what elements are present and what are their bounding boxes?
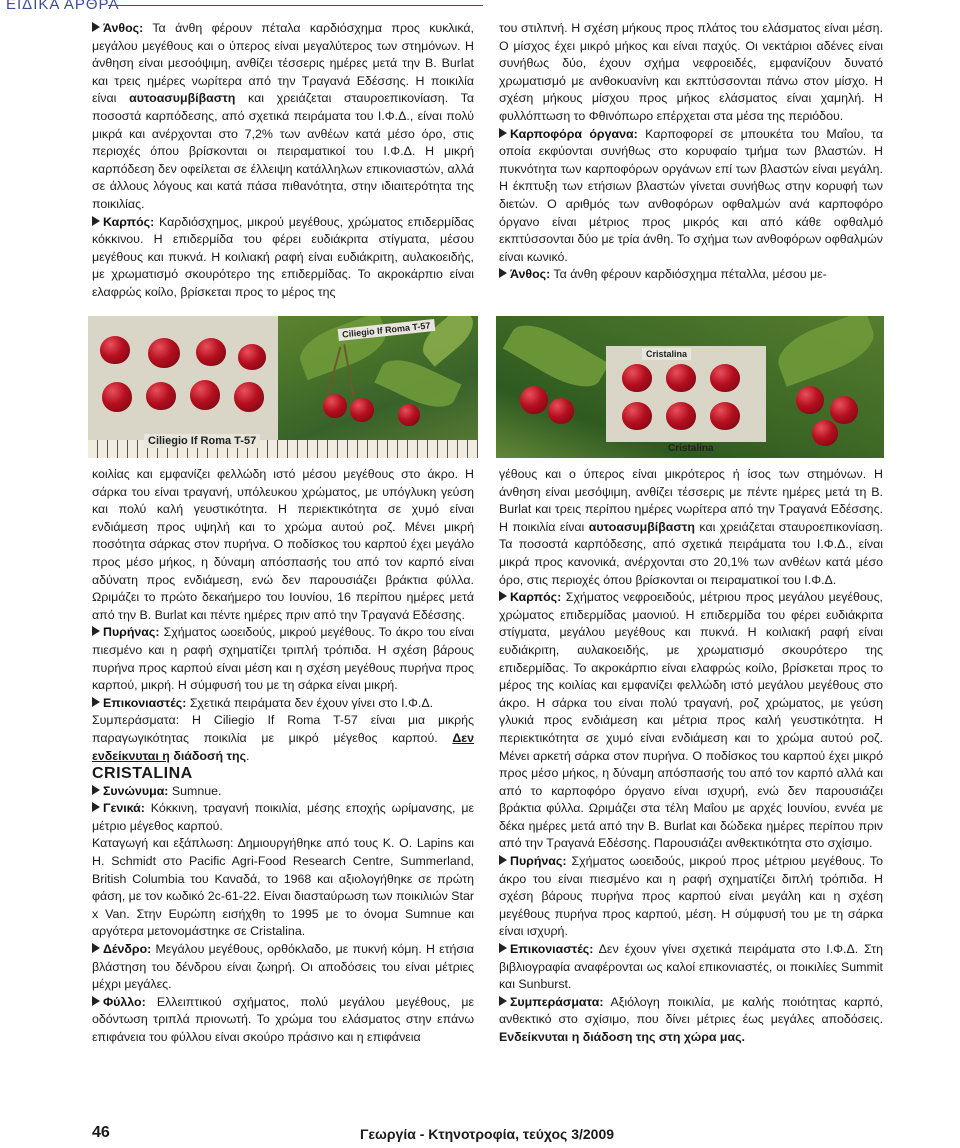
leaf-shape xyxy=(771,316,880,387)
text: Κόκκινη, τραγανή ποικιλία, μέσης εποχής ωρίμανσης, με μέτριο μέγεθος καρπού. xyxy=(92,801,474,833)
paragraph-pollinators xyxy=(499,941,883,994)
cherry-shape xyxy=(146,382,176,410)
text: Μεγάλου μεγέθους, ορθόκλαδο, με πυκνή κόμη. Η ετήσια βλάστηση του δένδρου είναι ζωηρή. Οι αποδόσεις του είναι μέτριες μέχρι μεγάλες. xyxy=(92,942,474,992)
leaf-shape xyxy=(374,351,461,417)
paragraph-fruit xyxy=(92,214,474,302)
cherry-shape xyxy=(398,404,420,426)
cherry-shape xyxy=(234,382,264,412)
cherry-shape xyxy=(102,382,132,412)
text: και χρειάζεται σταυροεπικονίαση. Τα ποσοστά καρπόδεσης, από σχετικά πειράματα του Ι.Φ.Δ., είναι μικρά προς κανονικά, ανέρχονται στο 20,1% των ανθέων κατά μέσο όρο, στις περιοχές όπου βρίσκονται οι πειραματικοί του Ι.Φ.Δ. xyxy=(499,519,883,587)
photo-caption: Cristalina xyxy=(668,443,714,454)
paragraph-conclusions xyxy=(499,994,883,1047)
paragraph-leaf-cont xyxy=(499,20,883,126)
header-rule xyxy=(108,5,483,6)
paragraph-stone xyxy=(499,853,883,941)
cherry-shape xyxy=(100,336,130,364)
label-flower: Άνθος: xyxy=(510,267,551,282)
label-conclusions: Συμπεράσματα: xyxy=(510,994,604,1009)
paragraph-flower xyxy=(499,266,883,284)
bullet-triangle-icon xyxy=(499,996,507,1006)
bullet-triangle-icon xyxy=(499,855,507,865)
paragraph-leaf xyxy=(92,994,474,1047)
text: Συμπεράσματα: Η Ciliegio If Roma T-57 είναι μια μικρής παραγωγικότητας ποικιλία με μικρό μέγεθος καρπού. xyxy=(92,713,474,745)
bold-text: Ενδείκνυται η διάδοση της στη χώρα μας. xyxy=(499,1030,745,1044)
left-bottom-column xyxy=(92,466,474,1047)
bullet-triangle-icon xyxy=(499,591,507,601)
bullet-triangle-icon xyxy=(499,943,507,953)
label-fruiting-organs: Καρποφόρα όργανα: xyxy=(510,126,638,141)
right-bottom-column xyxy=(499,466,883,1047)
cherry-shape xyxy=(666,402,696,430)
left-top-column xyxy=(92,20,474,302)
leaf-shape xyxy=(503,316,610,398)
label-pollinators: Επικονιαστές: xyxy=(510,942,594,957)
text: Ελλειπτικού σχήματος, πολύ μεγάλου μεγέθους, με οδόντωση τριπλά πριονωτή. Το χρώμα του ελάσματος στην επάνω επιφάνεια του φύλλου είναι σκούρο πράσινο και η επιφάνεια xyxy=(92,994,474,1044)
label-stone: Πυρήνας: xyxy=(103,625,160,640)
cherry-shape xyxy=(796,386,824,414)
photo-caption: Ciliegio If Roma T-57 xyxy=(144,434,260,448)
bold-underlined-text: Δεν ενδείκνυται η xyxy=(92,730,474,763)
text: γέθους και ο ύπερος είναι μικρότερος ή ίσος των στημόνων. Η άνθηση είναι μεσόψιμη, ανθίζει τέσσερις με πέντε ημέρες μετά τη Β. Burlat και τρεις περίπου ημέρες νωρίτερα από την Τραγανά Εδέσσης. Η ποικιλία είναι xyxy=(499,467,883,534)
cherry-shape xyxy=(520,386,548,414)
text: Αξιόλογη ποικιλία, με καλής ποιότητας καρπό, ανθεκτικό στο σχίσιμο, που δίνει μέτριες έως μεγάλες αποδόσεις. xyxy=(499,994,883,1027)
bullet-triangle-icon xyxy=(499,128,507,138)
label-synonyms: Συνώνυμα: xyxy=(103,783,169,798)
paragraph-general xyxy=(92,800,474,835)
cherry-shape xyxy=(812,420,838,446)
publication-title: Γεωργία - Κτηνοτροφία, τεύχος 3/2009 xyxy=(360,1126,615,1142)
variety-heading: CRISTALINA xyxy=(92,765,193,783)
paragraph-origin xyxy=(92,835,474,941)
cherry-shape xyxy=(196,338,226,366)
label-fruit: Καρπός: xyxy=(510,590,562,605)
text: Σχετικά πειράματα δεν έχουν γίνει στο Ι.Φ.Δ. xyxy=(186,695,434,710)
cherry-shape xyxy=(622,364,652,392)
label-pollinators: Επικονιαστές: xyxy=(103,695,187,710)
cherry-shape xyxy=(666,364,696,392)
paragraph-flower xyxy=(92,20,474,214)
text: του στιλπνή. Η σχέση μήκους προς πλάτος του ελάσματος είναι μέση. Ο μίσχος έχει μικρό μήκος και είναι παχύς. Οι νεκτάριοι αδένες είναι συνήθως δύο, έχουν σχήμα νεφροειδές, εμφανίζουν δυνατό χρωματισμό με ανθοκυανίνη και εκπτύσσονται πάνω στον μίσχο. Η σχέση μήκους μίσχου προς μήκος ελάσματος είναι χαμηλή. Η φυλλόπτωση το Φθινόπωρο επέρχεται στα μέσα της περιόδου. xyxy=(499,21,883,123)
bullet-triangle-icon xyxy=(499,268,507,278)
cherry-shape xyxy=(238,344,266,370)
paragraph-tree xyxy=(92,941,474,994)
bold-text: διάδοσή της xyxy=(173,748,247,763)
cherry-shape xyxy=(548,398,574,424)
text: Δεν έχουν γίνει σχετικά πειράματα στο Ι.Φ.Δ. Στη βιβλιογραφία αναφέρονται ως καλοί επικονιαστές, οι ποικιλίες Summit και Sunburst. xyxy=(499,942,883,992)
text: Καρδιόσχημος, μικρού μεγέθους, χρώματος επιδερμίδας κόκκινου. Η επιδερμίδα του φέρει ευδιάκριτα στίγματα, μέσου μεγέθους και πυκνά. Η κοιλιακή ραφή είναι ευδιάκριτη, αυλακοειδής, με χρωματισμό σκουρότερο της επιδερμίδας. Το ακροκάρπιο είναι ελαφρώς κοίλο, βρίσκεται προς το μέρος της xyxy=(92,214,474,299)
label-tree: Δένδρο: xyxy=(103,942,152,957)
bullet-triangle-icon xyxy=(92,996,100,1006)
page-number: 46 xyxy=(92,1124,110,1141)
text: Τα άνθη φέρουν καρδιόσχημα πέταλλα, μέσου με- xyxy=(550,267,827,282)
paragraph-flower-cont xyxy=(499,466,883,589)
paragraph-pollinators xyxy=(92,695,474,713)
cherry-shape xyxy=(190,380,220,410)
paragraph-fruit-cont xyxy=(92,466,474,624)
cherry-shape xyxy=(710,364,740,392)
paragraph-fruiting-organs xyxy=(499,126,883,267)
cherry-shape xyxy=(830,396,858,424)
text: Σχήματος ωοειδούς, μικρού προς μέτριου μεγέθους. Το άκρο του είναι πιεσμένο και η ραφή σχηματίζει διπλή τρόπιδα. Η σχέση βάρους πυρήνα προς καρπού είναι μεγάλη και η σχέση μεγέθους πυρήνα προς καρπού, μέση. Η σύμφυσή του με τη σάρκα είναι ισχυρή. xyxy=(499,854,883,939)
text: . xyxy=(246,748,250,763)
label-flower: Άνθος: xyxy=(103,21,144,35)
bold-text: αυτοασυμβίβαστη xyxy=(129,91,236,106)
text: και χρειάζεται σταυροεπικονίαση. Τα ποσοστά καρπόδεσης, από σχετικά πειράματα του Ι.Φ.Δ., είναι πολύ μικρά και ανέρχονται στο 7,2% των ανθέων κατά μέσο όρο, στις περιοχές όπου βρίσκονται οι πειραματικοί του Ι.Φ.Δ. Η μικρή καρπόδεση δεν οφείλεται σε έλλειψη κατάλληλων επικονιαστών, αλλά σε άλλους λόγους και κατά πάσα πιθανότητα, στην ιδιαιτερότητα της ποικιλίας. xyxy=(92,91,474,211)
paragraph-fruit xyxy=(499,589,883,853)
paragraph-synonyms xyxy=(92,783,474,801)
cherry-shape xyxy=(350,398,374,422)
bullet-triangle-icon xyxy=(92,216,100,226)
photo-inset-caption: Cristalina xyxy=(642,348,691,360)
bullet-triangle-icon xyxy=(92,22,100,32)
text: Σχήματος νεφροειδούς, μέτριου προς μεγάλου μεγέθους, χρώματος επιδερμίδας μαονιού. Η επιδερμίδα του φέρει ευδιάκριτα στίγματα, μεγάλου μεγέθους και πυκνά. Η κοιλιακή ραφή είναι ευδιάκριτη, αυλακοειδής, με χρωματισμό σκουρότερο της επιδερμίδας. Το ακροκάρπιο είναι ελαφρώς κοίλο, βρίσκεται προς το μέρος της κοιλίας και εμφανίζει φελλώδη ιστό μεγάλου μεγέθους στο άκρο. Η σάρκα του είναι πολύ τραγανή, ροζ χρώματος, με γεύση γλυκιά προς ενδιάμεση και μέτρια προς καλή γευστικότητα. Η περιεκτικότητα σε χυμό είναι ενδιάμεση και το χρώμα αυτού ροζ. Μένει αρκετή σάρκα στον πυρήνα. Ο ποδίσκος του καρπού έχει μικρό προς μέσο μήκος, η δύναμη απόσπασής του από τον καρπό αλλά και από το καρποφόρο όργανο είναι ισχυρή, ενώ δεν παρουσιάζει βράκτια φύλλα. Ωριμάζει στα τέλη Μαΐου με αρχές Ιουνίου, εννέα με δέκα ημέρες μετά από την Β. Burlat και δώδεκα ημέρες περίπου πριν από την Τραγανά Εδέσσης. Παρουσιάζει ανθεκτικότητα στο σχίσιμο. xyxy=(499,590,883,851)
text: Σχήματος ωοειδούς, μικρού μεγέθους. Το άκρο του είναι πιεσμένο και η ραφή σχηματίζει τριπλή τρόπιδα. Η σχέση βάρους πυρήνα προς καρπού είναι μέση και η σχέση μεγέθους πυρήνα προς καρπού, μικρή. Η σύμφυσή του με τη σάρκα είναι μικρή. xyxy=(92,625,474,693)
bullet-triangle-icon xyxy=(92,785,100,795)
bullet-triangle-icon xyxy=(92,697,100,707)
bullet-triangle-icon xyxy=(92,626,100,636)
section-label: ΕΙΔΙΚΑ ΑΡΘΡΑ xyxy=(6,0,120,13)
paragraph-conclusions xyxy=(92,712,474,765)
cherry-shape xyxy=(148,338,180,368)
text: Καταγωγή και εξάπλωση: Δημιουργήθηκε από τους K. O. Lapins και H. Schmidt στο Pacific Agri-Food Research Centre, Summerland, British Columbia του Καναδά, το 1968 και αξιολογήθηκε σε πρώτη φάση, με τον κωδικό 2c-61-22. Είναι διασταύρωση των ποικιλιών Star x Van. Στην Ευρώπη εισήχθη το 1995 με το όνομα Sumnue και αργότερα μετονομάστηκε σε Cristalina. xyxy=(92,836,474,939)
paragraph-stone xyxy=(92,624,474,694)
label-stone: Πυρήνας: xyxy=(510,854,567,869)
label-fruit: Καρπός: xyxy=(103,214,155,229)
photo-inset-caption: Ciliegio If Roma T-57 xyxy=(338,319,435,341)
cherry-shape xyxy=(710,402,740,430)
label-general: Γενικά: xyxy=(103,801,145,816)
bullet-triangle-icon xyxy=(92,802,100,812)
cherry-shape xyxy=(323,394,347,418)
photo-cristalina-cherries xyxy=(496,316,884,458)
right-top-column xyxy=(499,20,883,284)
bold-text: αυτοασυμβίβαστη xyxy=(588,519,695,534)
text: Τα άνθη φέρουν πέταλα καρδιόσχημα προς κυκλικά, μεγάλου μεγέθους και ο ύπερος είναι μεγαλύτερος των στημόνων. Η άνθηση είναι μεσοόψιμη, ανθίζει τέσσερις ημέρες μετά την Β. Burlat και τρεις ημέρες νωρίτερα από την Τραγανά Εδέσσης. Η ποικιλία είναι xyxy=(92,21,474,106)
cherry-shape xyxy=(622,402,652,430)
text: κοιλίας και εμφανίζει φελλώδη ιστό μέσου μεγέθους στο άκρο. Η σάρκα του είναι τραγανή, υπόλευκου χρώματος, με υπόγλυκη γεύση και πολύ καλή γευστικότητα. Η περιεκτικότητα σε χυμό είναι ενδιάμεση προς υψηλή και το χρώμα αυτού ροζ. Μένει μικρή ποσότητα σάρκας στον πυρήνα. Ο ποδίσκος του καρπού έχει μεγάλο προς μέσο μήκος, η δύναμη απόσπασής του από τον καρπό είναι αδύνατη προς ενδιάμεση, ενώ δεν παρουσιάζει βράκτια φύλλα. Ωριμάζει το πρώτο δεκαήμερο του Ιουνίου, 16 περίπου ημέρες μετά από την Β. Burlat και πέντε ημέρες πριν από την Τραγανά Εδέσσης. xyxy=(92,467,474,622)
photo-ciliegio-cherries xyxy=(88,316,478,458)
label-leaf: Φύλλο: xyxy=(103,994,146,1009)
bullet-triangle-icon xyxy=(92,943,100,953)
text: Sumnue. xyxy=(168,783,222,798)
text: Καρποφορεί σε μπουκέτα του Μαΐου, τα οποία εκφύονται συνήθως στο κορυφαίο τμήμα των βλαστών. Η πυκνότητα των καρποφόρων οργάνων επί των βλαστών είναι μεγάλη. Η έκπτυξη των ετήσιων βλαστών γίνεται συνήθως στην κορυφή των διετών. Ο αριθμός των ανθοφόρων οφθαλμών ανά καρποφόρο όργανο είναι μέτριος προς μικρός και από κάθε οφθαλμό εκπτύσσονται δύο με τρία άνθη. Το σχήμα των ανθοφόρων οφθαλμών είναι κωνικό. xyxy=(499,126,883,264)
photo-background-panel xyxy=(88,316,278,440)
